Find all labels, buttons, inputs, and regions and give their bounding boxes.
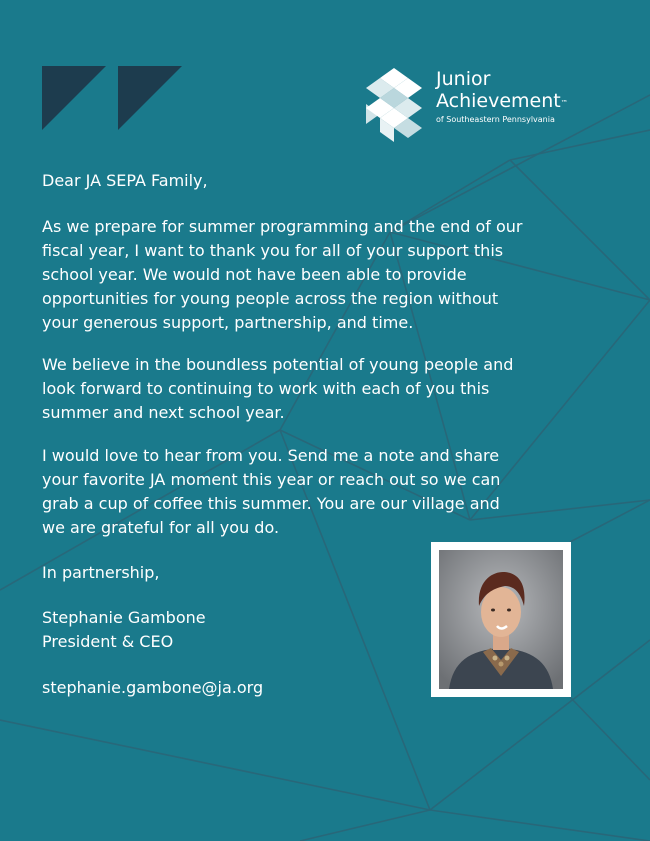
paragraph-3-line: grab a cup of coffee this summer. You are our village and xyxy=(42,494,500,513)
letter-greeting: Dear JA SEPA Family, xyxy=(42,171,208,190)
paragraph-2-line: We believe in the boundless potential of young people and xyxy=(42,355,514,374)
logo-word-achievement: Achievement™ xyxy=(436,90,568,112)
letter-paragraph-2 xyxy=(42,353,513,425)
paragraph-3-line: we are grateful for all you do. xyxy=(42,518,280,537)
logo-wordmark xyxy=(436,68,568,126)
paragraph-1-line: fiscal year, I want to thank you for all of your support this xyxy=(42,241,504,260)
portrait-photo-frame xyxy=(431,542,571,697)
paragraph-1-line: school year. We would not have been able to provide xyxy=(42,265,467,284)
paragraph-3-line: your favorite JA moment this year or reach out so we can xyxy=(42,470,501,489)
ja-logo-mark-icon xyxy=(362,68,426,142)
portrait-photo xyxy=(439,550,563,689)
paragraph-2-line: summer and next school year. xyxy=(42,403,285,422)
signer-title: President & CEO xyxy=(42,632,174,651)
right-quote-mark-shape xyxy=(118,66,182,130)
paragraph-1-line: opportunities for young people across the region without xyxy=(42,289,499,308)
left-quote-mark-shape xyxy=(42,66,106,130)
letter-closing: In partnership, xyxy=(42,563,160,582)
paragraph-3-line: I would love to hear from you. Send me a note and share xyxy=(42,446,500,465)
paragraph-2-line: look forward to continuing to work with each of you this xyxy=(42,379,490,398)
letter-paragraph-1 xyxy=(42,215,522,335)
logo-word-junior: Junior xyxy=(436,68,491,90)
signer-name: Stephanie Gambone xyxy=(42,608,206,627)
paragraph-1-line: your generous support, partnership, and time. xyxy=(42,313,414,332)
trademark-symbol: ™ xyxy=(560,99,568,107)
letter-paragraph-3 xyxy=(42,444,500,540)
junior-achievement-logo xyxy=(362,68,602,142)
signer-email-link[interactable]: stephanie.gambone@ja.org xyxy=(42,678,264,697)
paragraph-1-line: As we prepare for summer programming and the end of our xyxy=(42,217,523,236)
logo-subtitle: of Southeastern Pennsylvania xyxy=(436,115,555,124)
